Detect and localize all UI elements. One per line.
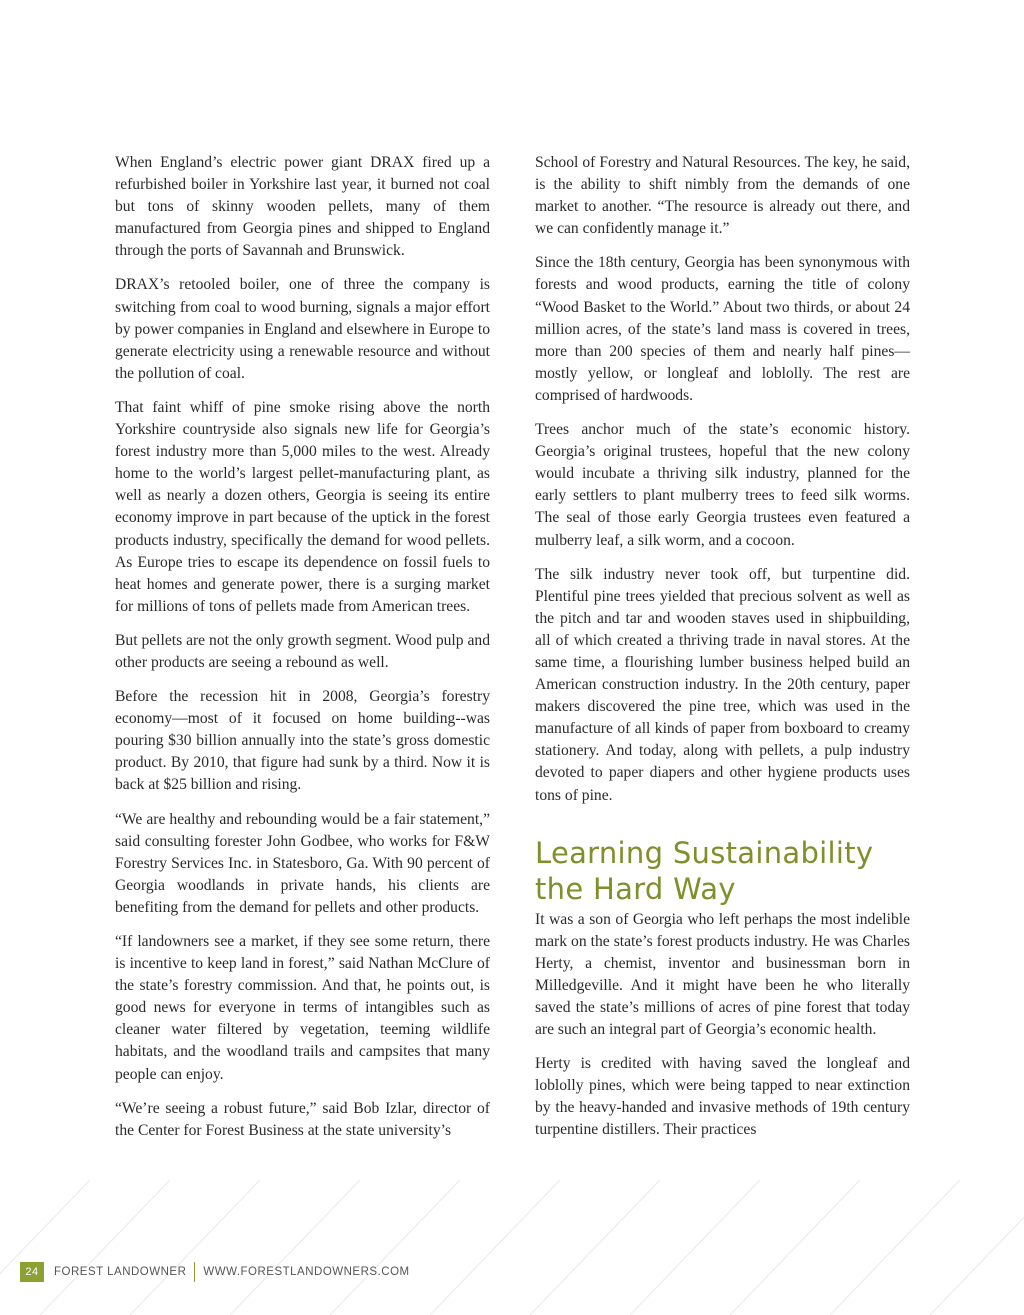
section-heading: Learning Sustainability the Hard Way [535, 835, 874, 906]
right-column [535, 152, 910, 1154]
page-number: 24 [20, 1262, 44, 1282]
website-link[interactable]: WWW.FORESTLANDOWNERS.COM [203, 1266, 410, 1278]
article-paragraph: “We’re seeing a robust future,” said Bob Izlar, director of the Center for Forest Business at the state university’s [115, 1099, 490, 1139]
footer-divider [194, 1262, 195, 1282]
article-paragraph: When England’s electric power giant DRAX fired up a refurbished boiler in Yorkshire last year, it burned not coal but tons of skinny wooden pellets, many of them manufactured from Georgia pines and shipped to England through the ports of Savannah and Brunswick. [115, 154, 490, 260]
article-paragraph: DRAX’s retooled boiler, one of three the company is switching from coal to wood burning, signals a major effort by power companies in England and elsewhere in Europe to generate electricity using a renewable resource and without the pollution of coal. [115, 276, 490, 382]
article-paragraph: The silk industry never took off, but turpentine did. Plentiful pine trees yielded that precious solvent as well as the pitch and tar and wooden staves used in shipbuilding, all of which created a thriving trade in naval stores. At the same time, a flourishing lumber business helped build an American construction industry. In the 20th century, paper makers discovered the pine tree, which was used in the manufacture of all kinds of paper from boxboard to creamy stationery. And today, along with pellets, a pulp industry devoted to paper diapers and other hygiene products uses tons of pine. [535, 565, 910, 804]
diagonal-line-decoration [0, 1180, 1024, 1315]
publication-name: FOREST LANDOWNER [54, 1266, 187, 1278]
article-paragraph: That faint whiff of pine smoke rising above the north Yorkshire countryside also signals new life for Georgia’s forest industry more than 5,000 miles to the west. Already home to the world’s largest pellet-manufacturing plant, as well as nearly a dozen others, Georgia is seeing its entire economy improve in part because of the uptick in the forest products industry, specifically the demand for wood pellets. As Europe tries to escape its dependence on fossil fuels to heat homes and generate power, there is a surging market for millions of tons of pellets made from American trees. [115, 398, 490, 615]
article-paragraph: Trees anchor much of the state’s economic history. Georgia’s original trustees, hopeful that the new colony would incubate a thriving silk industry, planned for the early settlers to plant mulberry trees to feed silk worms. The seal of those early Georgia trustees even featured a mulberry leaf, a silk worm, and a cocoon. [535, 421, 910, 549]
page-footer [20, 1262, 410, 1282]
article-paragraph: Herty is credited with having saved the longleaf and loblolly pines, which were being tapped to near extinction by the heavy-handed and invasive methods of 19th century turpentine distillers. Their practices [535, 1055, 910, 1139]
article-paragraph: Since the 18th century, Georgia has been synonymous with forests and wood products, earning the title of colony “Wood Basket to the World.” About two thirds, or about 24 million acres, of the state’s land mass is covered in trees, more than 200 species of them and nearly half pines—mostly yellow, or longleaf and loblolly. The rest are comprised of hardwoods. [535, 254, 910, 404]
left-column [115, 152, 490, 1154]
article-paragraph: “If landowners see a market, if they see some return, there is incentive to keep land in forest,” said Nathan McClure of the state’s forestry commission. And that, he points out, is good news for everyone in terms of intangibles such as cleaner water filtered by vegetation, teeming wildlife habitats, and the woodland trails and campsites that many people can enjoy. [115, 933, 490, 1083]
article-paragraph: It was a son of Georgia who left perhaps the most indelible mark on the state’s forest products industry. He was Charles Herty, a chemist, inventor and businessman born in Milledgeville. And it might have been he who literally saved the state’s millions of acres of pine forest that today are such an integral part of Georgia’s economic health. [535, 910, 910, 1039]
article-paragraph: “We are healthy and rebounding would be a fair statement,” said consulting forester John Godbee, who works for F&W Forestry Services Inc. in Statesboro, Ga. With 90 percent of Georgia woodlands in private hands, his clients are benefiting from the demand for pellets and other products. [115, 810, 490, 916]
article-paragraph: School of Forestry and Natural Resources. The key, he said, is the ability to shift nimbly from the demands of one market to another. “The resource is already out there, and we can confidently manage it.” [535, 154, 910, 238]
article-paragraph: Before the recession hit in 2008, Georgia’s forestry economy—most of it focused on home building--was pouring $30 billion annually into the state’s gross domestic product. By 2010, that figure had sunk by a third. Now it is back at $25 billion and rising. [115, 688, 490, 794]
article-paragraph: But pellets are not the only growth segment. Wood pulp and other products are seeing a rebound as well. [115, 631, 490, 671]
